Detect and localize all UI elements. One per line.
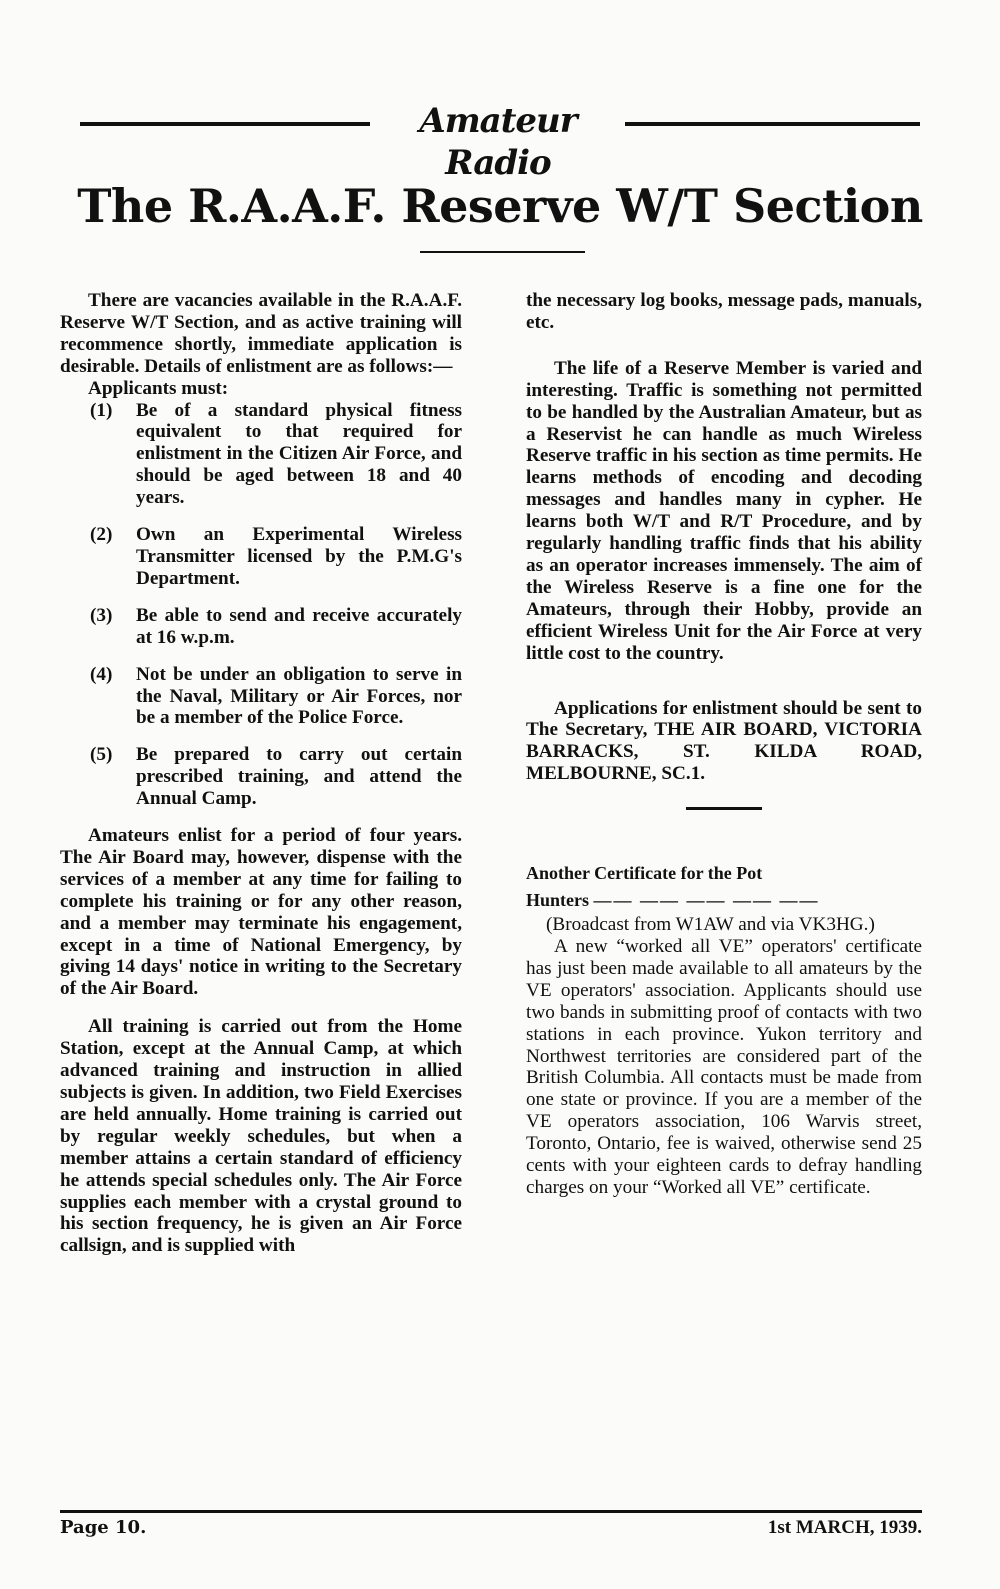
requirement-item bbox=[90, 524, 462, 590]
requirement-text: Be prepared to carry out certain prescribed training, and attend the Annual Camp. bbox=[136, 744, 462, 810]
requirement-item bbox=[90, 605, 462, 649]
footer-rule bbox=[60, 1510, 922, 1513]
sidebar-heading bbox=[526, 860, 922, 914]
sidebar-heading-line2: Hunters bbox=[526, 890, 589, 911]
requirement-item bbox=[90, 744, 462, 810]
requirement-text: Not be under an obligation to serve in the Naval, Military or Air Forces, nor be a member of the Police Force. bbox=[136, 663, 462, 729]
requirement-number: (4) bbox=[90, 663, 113, 685]
applications-paragraph: Applications for enlistment should be sent to The Secretary, THE AIR BOARD, VICTORIA BARRACKS, ST. KILDA ROAD, MELBOURNE, SC.1. bbox=[526, 697, 922, 785]
reserve-life-paragraph: The life of a Reserve Member is varied and interesting. Traffic is something not permitted to be handled by the Australian Amateur, but as a Reservist he can handle as much Wireless Reserve traffic in his section as time permits. He learns methods of encoding and decoding messages and handles many in cypher. He learns both W/T and R/T Procedure, and by regularly handling traffic finds that his ability as an operator increases immensely. The aim of the Wireless Reserve is a fine one for the Amateurs, through their Hobby, provide an efficient Wireless Unit for the Air Force at very little cost to the country. bbox=[526, 357, 922, 664]
requirement-text: Own an Experimental Wireless Transmitter licensed by the P.M.G's Department. bbox=[136, 524, 462, 589]
masthead bbox=[80, 100, 920, 183]
masthead-logo: Amateur Radio bbox=[419, 101, 577, 183]
requirement-text: Be able to send and receive accurately at 16 w.p.m. bbox=[136, 604, 462, 648]
training-paragraph: All training is carried out from the Home Station, except at the Annual Camp, at which advanced training and instruction in allied subjects is given. In addition, two Field Exercises are held annually. Home training is carried out by regular weekly schedules, but when a member attains a certain standard of efficiency he attends special schedules only. The Air Force supplies each member with a crystal ground to his section frequency, he is given an Air Force callsign, and is supplied with bbox=[60, 1016, 462, 1257]
masthead-rule-right bbox=[625, 122, 920, 126]
title-underline bbox=[420, 251, 585, 253]
masthead-rule-left bbox=[80, 122, 370, 126]
requirement-number: (2) bbox=[90, 524, 113, 546]
article-title: The R.A.A.F. Reserve W/T Section bbox=[77, 179, 923, 233]
sidebar-heading-line1: Another Certificate for the Pot bbox=[526, 863, 763, 884]
sidebar-heading-line2-wrap bbox=[526, 887, 922, 914]
requirement-number: (5) bbox=[90, 744, 113, 766]
left-column bbox=[60, 290, 462, 1257]
heading-dashes: —— —— —— —— —— bbox=[593, 890, 820, 911]
broadcast-note: (Broadcast from W1AW and via VK3HG.) bbox=[546, 914, 875, 936]
enlistment-period-paragraph: Amateurs enlist for a period of four years. The Air Board may, however, dispense with the services of a member at any time for failing to complete his training or for any other reason, and a member may terminate his engagement, except in a time of National Emergency, by giving 14 days' notice in writing to the Secretary of the Air Board. bbox=[60, 825, 462, 1000]
requirement-number: (3) bbox=[90, 604, 113, 626]
requirement-item bbox=[90, 400, 462, 510]
certificate-paragraph: A new “worked all VE” operators' certificate has just been made available to all amateurs by the VE operators' association. Applicants should use two bands in submitting proof of contacts with two stations in each province. Yukon territory and Northwest territories are considered part of the British Columbia. All contacts must be made from one state or province. If you are a member of the VE operators association, 106 Warvis street, Toronto, Ontario, fee is waived, otherwise send 25 cents with your eighteen cards to defray handling charges on your “Worked all VE” certificate. bbox=[526, 936, 922, 1198]
requirement-text: Be of a standard physical fitness equivalent to that required for enlistment in the Citizen Air Force, and should be aged between 18 and 40 years. bbox=[136, 399, 462, 509]
intro-paragraph: There are vacancies available in the R.A.A.F. Reserve W/T Section, and as active training will recommence shortly, immediate application is desirable. Details of enlistment are as follows:— bbox=[60, 290, 462, 377]
right-column bbox=[526, 290, 922, 1199]
requirement-item bbox=[90, 664, 462, 730]
applicants-label: Applicants must: bbox=[88, 377, 229, 399]
continued-paragraph: the necessary log books, message pads, manuals, etc. bbox=[526, 290, 922, 333]
issue-date: 1st MARCH, 1939. bbox=[767, 1517, 922, 1538]
page-number: Page 10. bbox=[60, 1517, 147, 1538]
requirement-number: (1) bbox=[90, 399, 113, 421]
section-divider bbox=[686, 807, 762, 810]
